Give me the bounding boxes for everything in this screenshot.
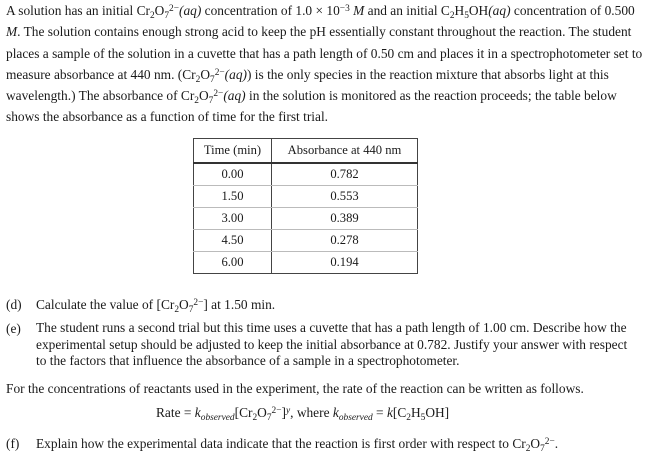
question-text: The student runs a second trial but this time uses a cuvette that has a path length of 1.00 cm. Describe how the experimental setup should be adjusted to keep the initial absorbance at 0.782. Justify your answer with respect to the factors that influence the absorbance of a sample in a spectrophotometer. bbox=[36, 320, 628, 368]
table-header-row bbox=[194, 139, 418, 164]
question-f bbox=[6, 435, 646, 452]
table-row: 1.50 0.553 bbox=[194, 186, 418, 208]
dichromate-formula: $Cr_2O_7^{2-}$ bbox=[136, 3, 179, 21]
table-row: 4.50 0.278 bbox=[194, 230, 418, 252]
table-row: 6.00 0.194 bbox=[194, 252, 418, 274]
question-label: (d) bbox=[6, 297, 22, 312]
question-text: Explain how the experimental data indicate that the reaction is first order with respect to $Cr_2O_7^{2-}$. bbox=[36, 436, 559, 454]
question-text: Calculate the value of $[Cr_2O_7^{2-}]$ at 1.50 min. bbox=[36, 297, 276, 315]
question-label: (f) bbox=[6, 436, 20, 451]
question-d bbox=[6, 296, 646, 313]
table-row: 3.00 0.389 bbox=[194, 208, 418, 230]
ethanol-formula: $C_2H_5OH$ bbox=[440, 3, 489, 21]
absorbance-column-header: Absorbance at 440 nm bbox=[272, 139, 418, 164]
problem-intro: A solution has an initial $Cr_2O_7^{2-}(aq)$ concentration of $1.0 \times 10^{-3}$ M and an initial $C_2H_5OH(aq)$ concentration of 0.500 M. The solution contains enough strong acid to keep the pH essentially constant throughout the reaction. The student places a sample of the solution in a cuvette that has a path length of 0.50 cm and places it in a spectrophotometer set to measure absorbance at 440 nm. $(Cr_2O_7^{2-}(aq))$ is the only species in the reaction mixture that absorbs light at this wavelength.) The absorbance of $Cr_2O_7^{2-}(aq)$ in the solution is monitored as the reaction proceeds; the table below shows the absorbance as a function of time for the first trial. bbox=[6, 3, 643, 125]
question-e bbox=[6, 320, 646, 368]
initial-concentration: $1.0 \times 10^{-3}$ bbox=[295, 3, 350, 18]
rate-law-stem: For the concentrations of reactants used in the experiment, the rate of the reaction can be written as follows. bbox=[6, 381, 584, 396]
table-row: 0.00 0.782 bbox=[194, 163, 418, 186]
rate-law-equation: Rate = $k_{observed}[Cr_2O_7^{2-}]^y$, where $k_{observed} = k[C_2H_5OH]$ bbox=[156, 405, 450, 423]
time-column-header: Time (min) bbox=[194, 139, 272, 164]
absorbance-table bbox=[193, 138, 418, 274]
intro-text: A solution has an initial bbox=[6, 3, 137, 18]
question-label: (e) bbox=[6, 321, 21, 336]
